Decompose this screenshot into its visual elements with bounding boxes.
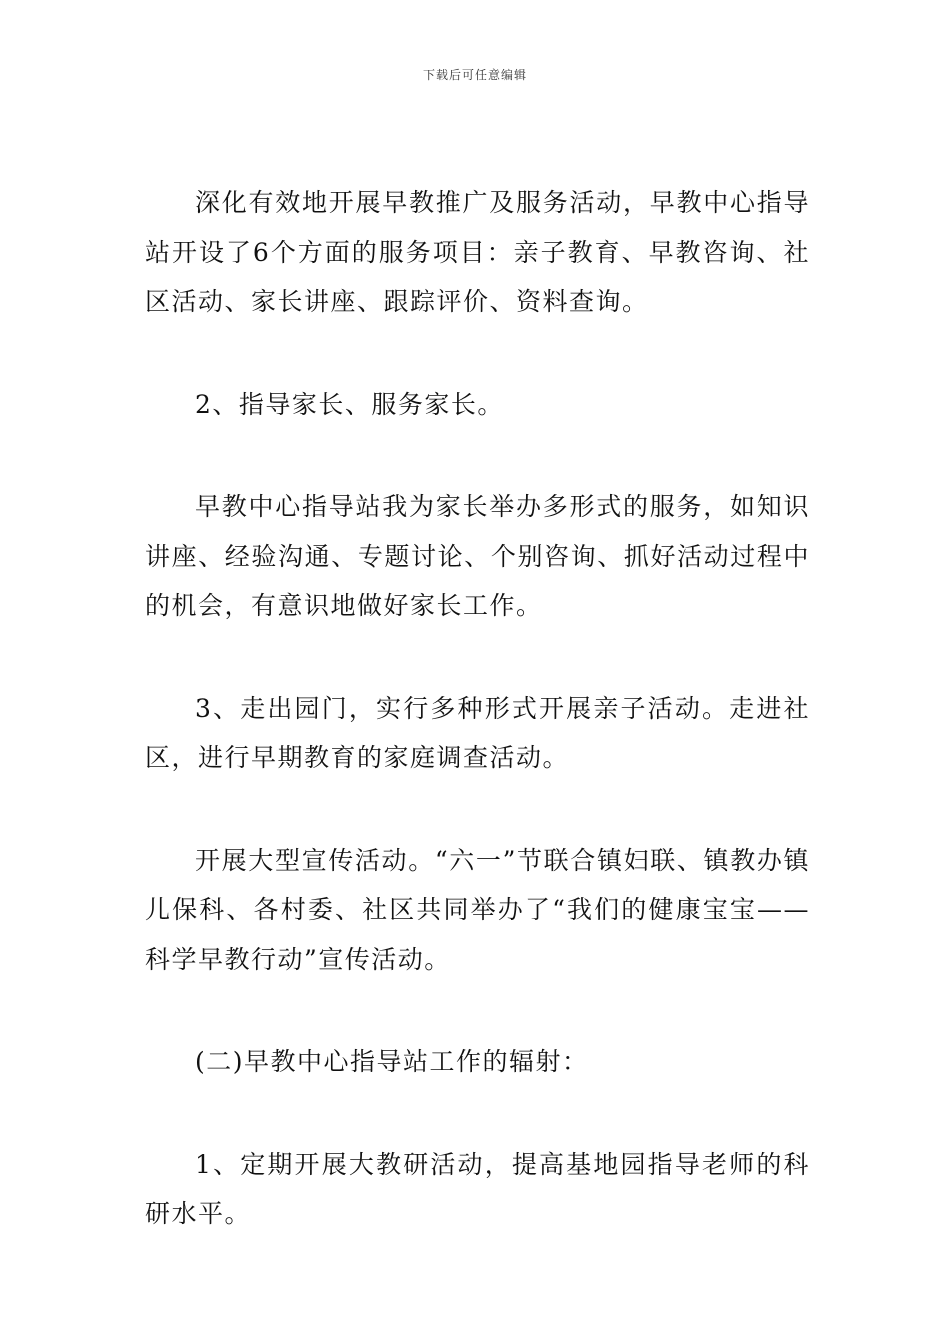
paragraph-service-items: 深化有效地开展早教推广及服务活动，早教中心指导站开设了6个方面的服务项目：亲子教育、早教咨询、社区活动、家长讲座、跟踪评价、资料查询。 [145, 188, 810, 316]
paragraph-gap [145, 429, 810, 482]
paragraph-gap [145, 1087, 810, 1140]
paragraph-gap [145, 984, 810, 1037]
paragraph-community-activities: 3、走出园门，实行多种形式开展亲子活动。走进社区，进行早期教育的家庭调查活动。 [145, 693, 810, 772]
paragraph-publicity-event: 开展大型宣传活动。“六一”节联合镇妇联、镇教办镇儿保科、各村委、社区共同举办了“我们的健康宝宝——科学早教行动”宣传活动。 [145, 845, 810, 974]
paragraph-gap [145, 327, 810, 380]
document-body [145, 178, 810, 1239]
paragraph-parent-services: 早教中心指导站我为家长举办多形式的服务，如知识讲座、经验沟通、专题讨论、个别咨询、抓好活动过程中的机会，有意识地做好家长工作。 [145, 492, 810, 620]
section-heading-radiation: (二)早教中心指导站工作的辐射： [195, 1047, 589, 1076]
paragraph-teaching-research: 1、定期开展大教研活动，提高基地园指导老师的科研水平。 [145, 1149, 810, 1228]
paragraph-gap [145, 631, 810, 684]
paragraph-guide-parents: 2、指导家长、服务家长。 [195, 389, 504, 419]
paragraph-gap [145, 783, 810, 836]
header-note: 下载后可任意编辑 [422, 68, 527, 82]
